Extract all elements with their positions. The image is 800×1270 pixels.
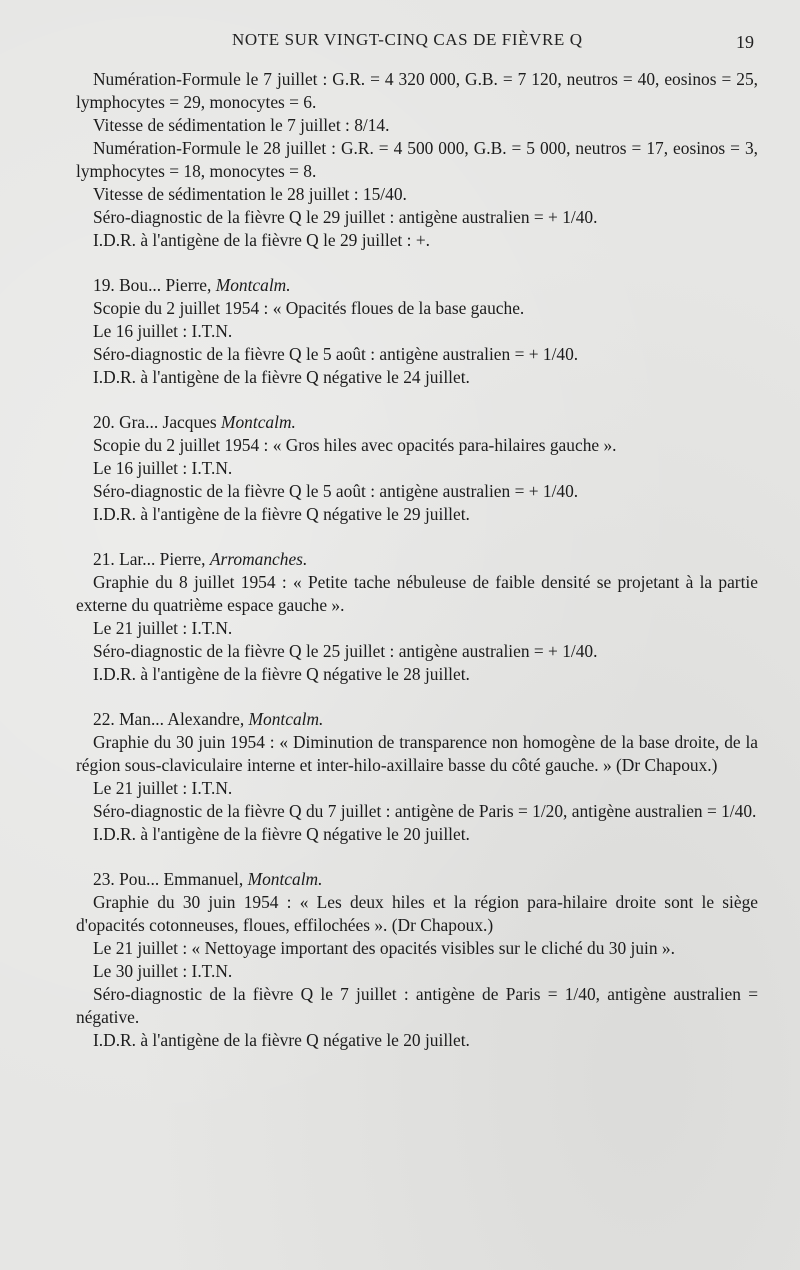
case-patient: 23. Pou... Emmanuel, [93, 869, 244, 889]
running-header [0, 30, 800, 58]
running-title: NOTE SUR VINGT-CINQ CAS DE FIÈVRE Q [232, 30, 583, 49]
spacer [76, 526, 758, 548]
paragraph: Graphie du 30 juin 1954 : « Les deux hiles et la région para-hilaire droite sont le siège d'opacités cotonneuses, floues, effilochées ». (Dr Chapoux.) [76, 892, 758, 935]
case-heading [76, 411, 758, 434]
case-place: Montcalm. [221, 412, 296, 432]
case-patient: 21. Lar... Pierre, [93, 549, 206, 569]
case-place: Montcalm. [247, 869, 323, 889]
spacer [76, 252, 758, 274]
paragraph: I.D.R. à l'antigène de la fièvre Q négative le 29 juillet. [93, 504, 470, 524]
paragraph: I.D.R. à l'antigène de la fièvre Q négative le 20 juillet. [93, 824, 470, 844]
spacer [76, 686, 758, 708]
paragraph: Le 16 juillet : I.T.N. [93, 321, 233, 341]
paragraph: Séro-diagnostic de la fièvre Q le 25 juillet : antigène australien = + 1/40. [93, 641, 598, 661]
paragraph: Graphie du 8 juillet 1954 : « Petite tache nébuleuse de faible densité se projetant à la partie externe du quatrième espace gauche ». [76, 572, 758, 615]
case-heading [76, 708, 758, 731]
paragraph: Séro-diagnostic de la fièvre Q le 5 août : antigène australien = + 1/40. [93, 481, 579, 501]
case-place: Montcalm. [215, 275, 291, 295]
paragraph: Le 21 juillet : I.T.N. [93, 618, 233, 638]
case-18-continuation [76, 68, 758, 252]
paragraph: Le 16 juillet : I.T.N. [93, 458, 233, 478]
spacer [76, 389, 758, 411]
case-place: Montcalm. [248, 709, 324, 729]
case-patient: 20. Gra... Jacques [93, 412, 217, 432]
case-19 [76, 274, 758, 389]
paragraph: Séro-diagnostic de la fièvre Q le 5 août : antigène australien = + 1/40. [93, 344, 579, 364]
case-22 [76, 708, 758, 846]
spacer [76, 846, 758, 868]
page-body [76, 68, 758, 1052]
paragraph: Le 21 juillet : I.T.N. [93, 778, 233, 798]
case-heading [76, 548, 758, 571]
paragraph: Séro-diagnostic de la fièvre Q le 7 juillet : antigène de Paris = 1/40, antigène australien = négative. [76, 984, 758, 1027]
paragraph: Scopie du 2 juillet 1954 : « Opacités floues de la base gauche. [93, 298, 525, 318]
case-21 [76, 548, 758, 686]
paragraph: I.D.R. à l'antigène de la fièvre Q négative le 24 juillet. [93, 367, 470, 387]
paragraph: Séro-diagnostic de la fièvre Q du 7 juillet : antigène de Paris = 1/20, antigène australien = 1/40. [93, 801, 757, 821]
paragraph: I.D.R. à l'antigène de la fièvre Q le 29 juillet : +. [93, 230, 430, 250]
case-20 [76, 411, 758, 526]
paragraph: Le 30 juillet : I.T.N. [93, 961, 233, 981]
paragraph: Graphie du 30 juin 1954 : « Diminution de transparence non homogène de la base droite, de la région sous-claviculaire interne et inter-hilo-axillaire basse du côté gauche. » (Dr Chapoux.) [76, 732, 758, 775]
paragraph: Séro-diagnostic de la fièvre Q le 29 juillet : antigène australien = + 1/40. [93, 207, 598, 227]
case-23 [76, 868, 758, 1052]
paragraph: Le 21 juillet : « Nettoyage important des opacités visibles sur le cliché du 30 juin ». [93, 938, 675, 958]
paragraph: I.D.R. à l'antigène de la fièvre Q négative le 28 juillet. [93, 664, 470, 684]
paragraph: Numération-Formule le 28 juillet : G.R. = 4 500 000, G.B. = 5 000, neutros = 17, eosinos = 3, lymphocytes = 18, monocytes = 8. [76, 138, 758, 181]
case-heading [76, 274, 758, 297]
case-heading [76, 868, 758, 891]
case-patient: 22. Man... Alexandre, [93, 709, 245, 729]
paragraph: I.D.R. à l'antigène de la fièvre Q négative le 20 juillet. [93, 1030, 470, 1050]
page-number: 19 [736, 32, 754, 52]
paragraph: Scopie du 2 juillet 1954 : « Gros hiles avec opacités para-hilaires gauche ». [93, 435, 617, 455]
case-patient: 19. Bou... Pierre, [93, 275, 212, 295]
paragraph: Vitesse de sédimentation le 28 juillet : 15/40. [93, 184, 407, 204]
paragraph: Numération-Formule le 7 juillet : G.R. = 4 320 000, G.B. = 7 120, neutros = 40, eosinos = 25, lymphocytes = 29, monocytes = 6. [76, 69, 758, 112]
case-place: Arromanches. [209, 549, 308, 569]
paragraph: Vitesse de sédimentation le 7 juillet : 8/14. [93, 115, 390, 135]
